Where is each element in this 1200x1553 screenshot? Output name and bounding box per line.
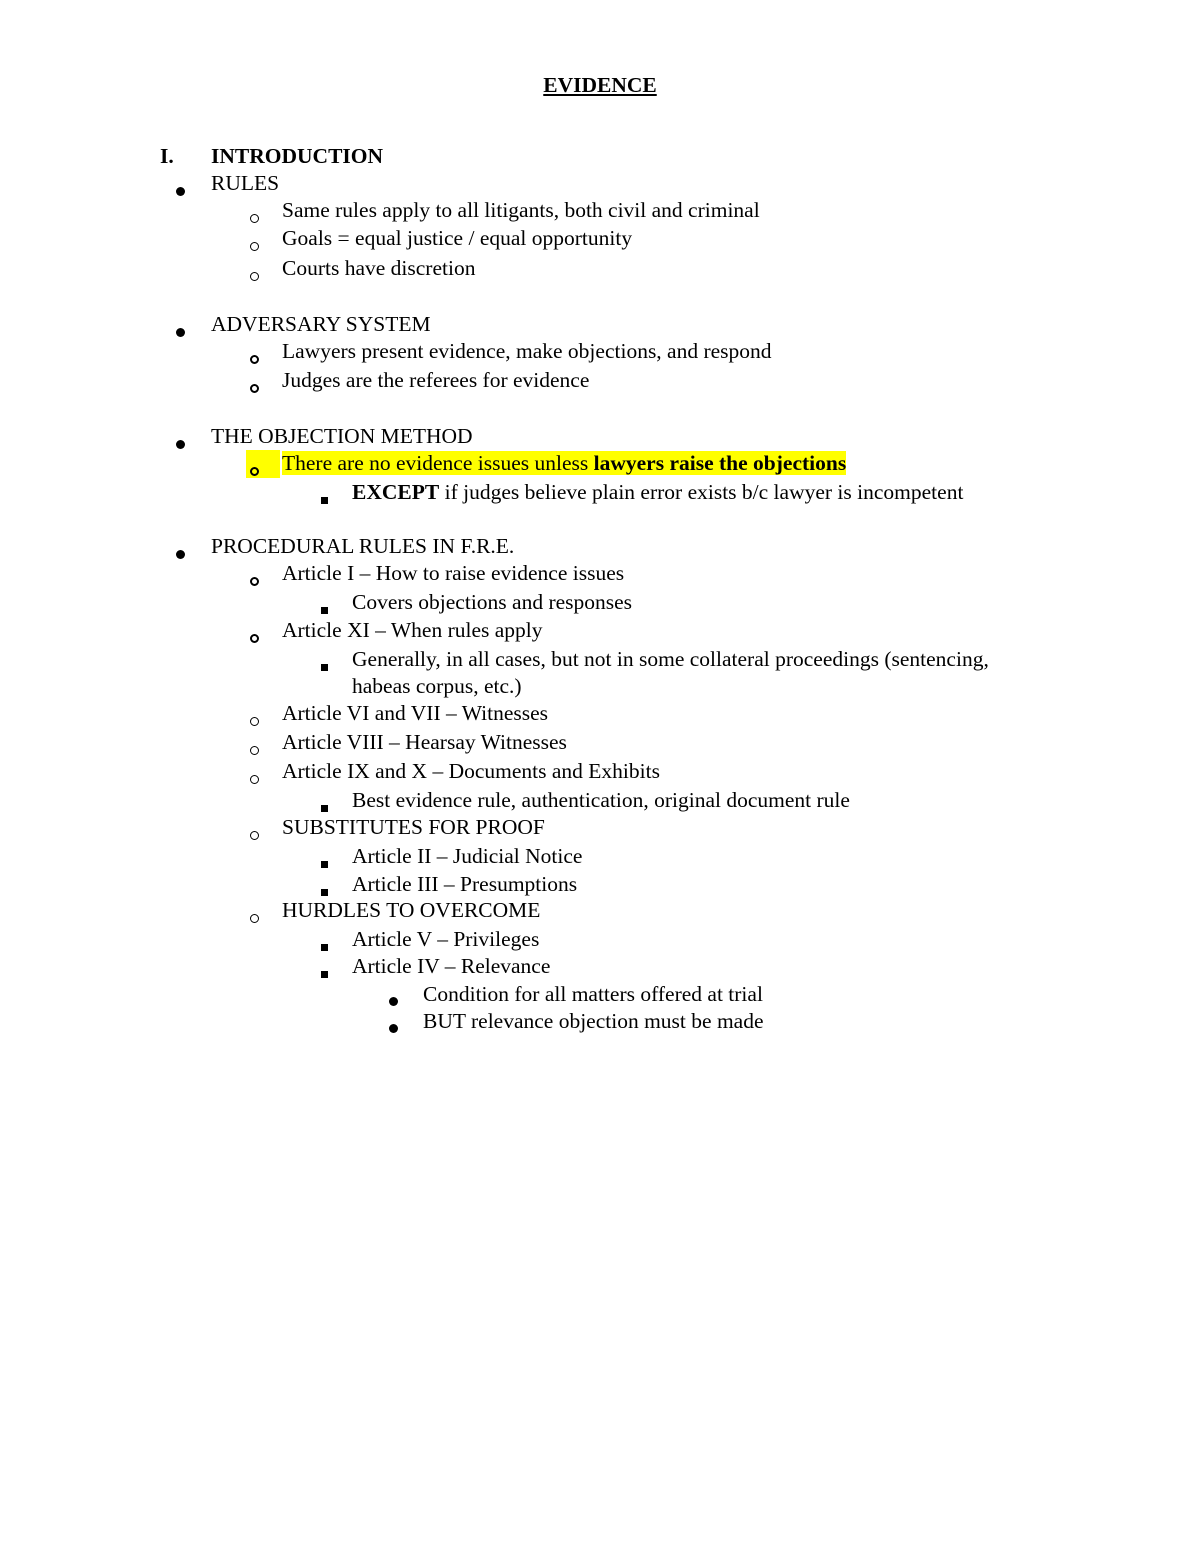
list-item: Lawyers present evidence, make objections, and respond xyxy=(282,339,772,363)
bullet-circle-icon xyxy=(250,738,259,760)
highlighted-item xyxy=(282,453,846,475)
list-item: Goals = equal justice / equal opportunity xyxy=(282,226,633,250)
bullet-square-icon xyxy=(321,934,328,956)
bullet-dot-icon xyxy=(176,320,185,342)
list-item: Article VIII – Hearsay Witnesses xyxy=(282,730,567,754)
bullet-circle-icon xyxy=(250,906,259,928)
bullet-square-icon xyxy=(321,795,328,817)
bullet-dot-icon xyxy=(389,1016,398,1038)
list-item: HURDLES TO OVERCOME xyxy=(282,898,541,922)
list-item: Article IV – Relevance xyxy=(352,954,551,978)
except-label: EXCEPT xyxy=(352,480,440,504)
bullet-square-icon xyxy=(321,487,328,509)
bullet-circle-bold-icon xyxy=(250,376,259,398)
bullet-square-icon xyxy=(321,597,328,619)
highlighted-text: There are no evidence issues unless xyxy=(282,451,594,475)
bullet-dot-icon xyxy=(176,432,185,454)
list-item xyxy=(352,482,963,504)
list-item: Covers objections and responses xyxy=(352,590,633,614)
except-text: if judges believe plain error exists b/c lawyer is incompetent xyxy=(439,480,964,504)
list-item: Same rules apply to all litigants, both civil and criminal xyxy=(282,198,760,222)
procedural-label: PROCEDURAL RULES IN F.R.E. xyxy=(211,534,515,558)
list-item: Article V – Privileges xyxy=(352,927,540,951)
list-item: Generally, in all cases, but not in some collateral proceedings (sentencing, xyxy=(352,647,989,671)
section-number: I. xyxy=(160,144,174,168)
adversary-label: ADVERSARY SYSTEM xyxy=(211,312,431,336)
list-item-continuation: habeas corpus, etc.) xyxy=(352,674,522,698)
bullet-circle-bold-icon xyxy=(250,569,259,591)
objection-label: THE OBJECTION METHOD xyxy=(211,424,473,448)
bullet-dot-icon xyxy=(176,542,185,564)
list-item: Article XI – When rules apply xyxy=(282,618,543,642)
bullet-circle-icon xyxy=(250,709,259,731)
bullet-circle-icon xyxy=(250,234,259,256)
highlighted-bold-text: lawyers raise the objections xyxy=(593,451,847,475)
list-item: Article VI and VII – Witnesses xyxy=(282,701,549,725)
bullet-circle-bold-icon xyxy=(250,626,259,648)
section-heading: INTRODUCTION xyxy=(211,144,384,168)
bullet-dot-icon xyxy=(389,989,398,1011)
bullet-dot-icon xyxy=(176,179,185,201)
bullet-circle-icon xyxy=(250,206,259,228)
list-item: Courts have discretion xyxy=(282,256,476,280)
list-item: BUT relevance objection must be made xyxy=(423,1009,764,1033)
bullet-circle-icon xyxy=(250,767,259,789)
bullet-square-icon xyxy=(321,851,328,873)
bullet-square-icon xyxy=(321,654,328,676)
bullet-circle-bold-icon xyxy=(250,347,259,369)
list-item: Best evidence rule, authentication, original document rule xyxy=(352,788,850,812)
bullet-circle-icon xyxy=(250,823,259,845)
list-item: Article II – Judicial Notice xyxy=(352,844,583,868)
list-item: SUBSTITUTES FOR PROOF xyxy=(282,815,545,839)
bullet-circle-bold-icon xyxy=(250,459,259,481)
bullet-square-icon xyxy=(321,961,328,983)
document-title: EVIDENCE xyxy=(543,73,657,97)
list-item: Article III – Presumptions xyxy=(352,872,578,896)
list-item: Article I – How to raise evidence issues xyxy=(282,561,625,585)
list-item: Judges are the referees for evidence xyxy=(282,368,590,392)
list-item: Condition for all matters offered at trial xyxy=(423,982,763,1006)
bullet-circle-icon xyxy=(250,264,259,286)
list-item: Article IX and X – Documents and Exhibits xyxy=(282,759,660,783)
rules-label: RULES xyxy=(211,171,280,195)
